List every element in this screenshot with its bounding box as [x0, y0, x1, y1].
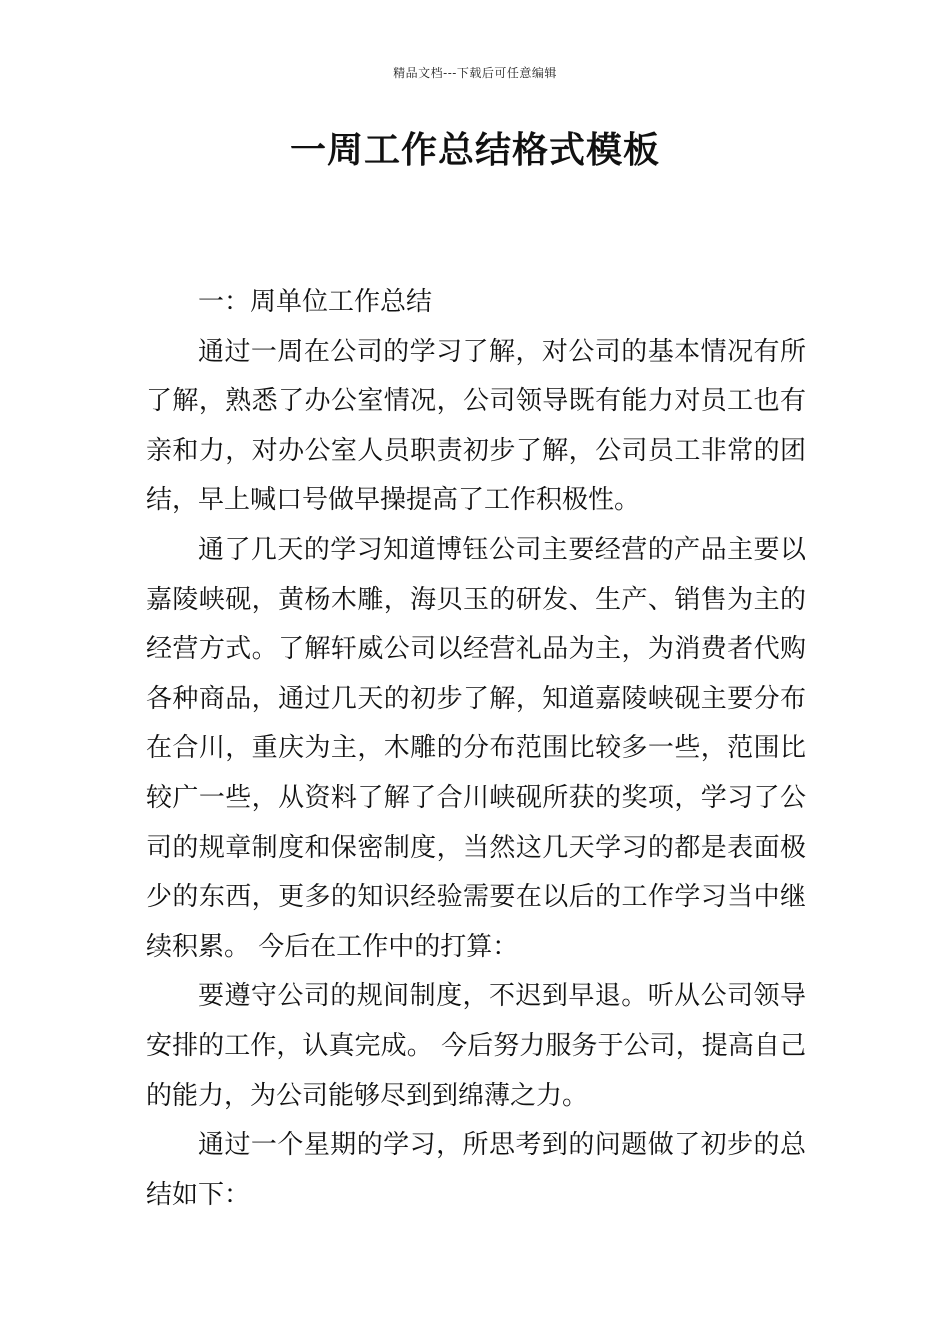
page-header-note: 精品文档---下载后可任意编辑 — [393, 66, 557, 80]
document-body — [146, 278, 806, 1220]
document-title: 一周工作总结格式模板 — [289, 130, 660, 171]
paragraph-2: 通了几天的学习知道博钰公司主要经营的产品主要以嘉陵峡砚，黄杨木雕，海贝玉的研发、生产、销售为主的经营方式。了解轩威公司以经营礼品为主，为消费者代购各种商品，通过几天的初步了解，知道嘉陵峡砚主要分布在合川，重庆为主，木雕的分布范围比较多一些，范围比较广一些，从资料了解了合川峡砚所获的奖项，学习了公司的规章制度和保密制度，当然这几天学习的都是表面极少的东西，更多的知识经验需要在以后的工作学习当中继续积累。 今后在工作中的打算： — [146, 534, 806, 962]
paragraph-3: 要遵守公司的规间制度，不迟到早退。听从公司领导安排的工作，认真完成。 今后努力服务于公司，提高自己的能力，为公司能够尽到到绵薄之力。 — [146, 981, 806, 1111]
section-heading: 一：周单位工作总结 — [198, 287, 433, 317]
paragraph-4: 通过一个星期的学习，所思考到的问题做了初步的总结如下： — [146, 1130, 806, 1210]
paragraph-1: 通过一周在公司的学习了解，对公司的基本情况有所了解，熟悉了办公室情况，公司领导既有能力对员工也有亲和力，对办公室人员职责初步了解，公司员工非常的团结，早上喊口号做早操提高了工作积极性。 — [146, 336, 806, 516]
